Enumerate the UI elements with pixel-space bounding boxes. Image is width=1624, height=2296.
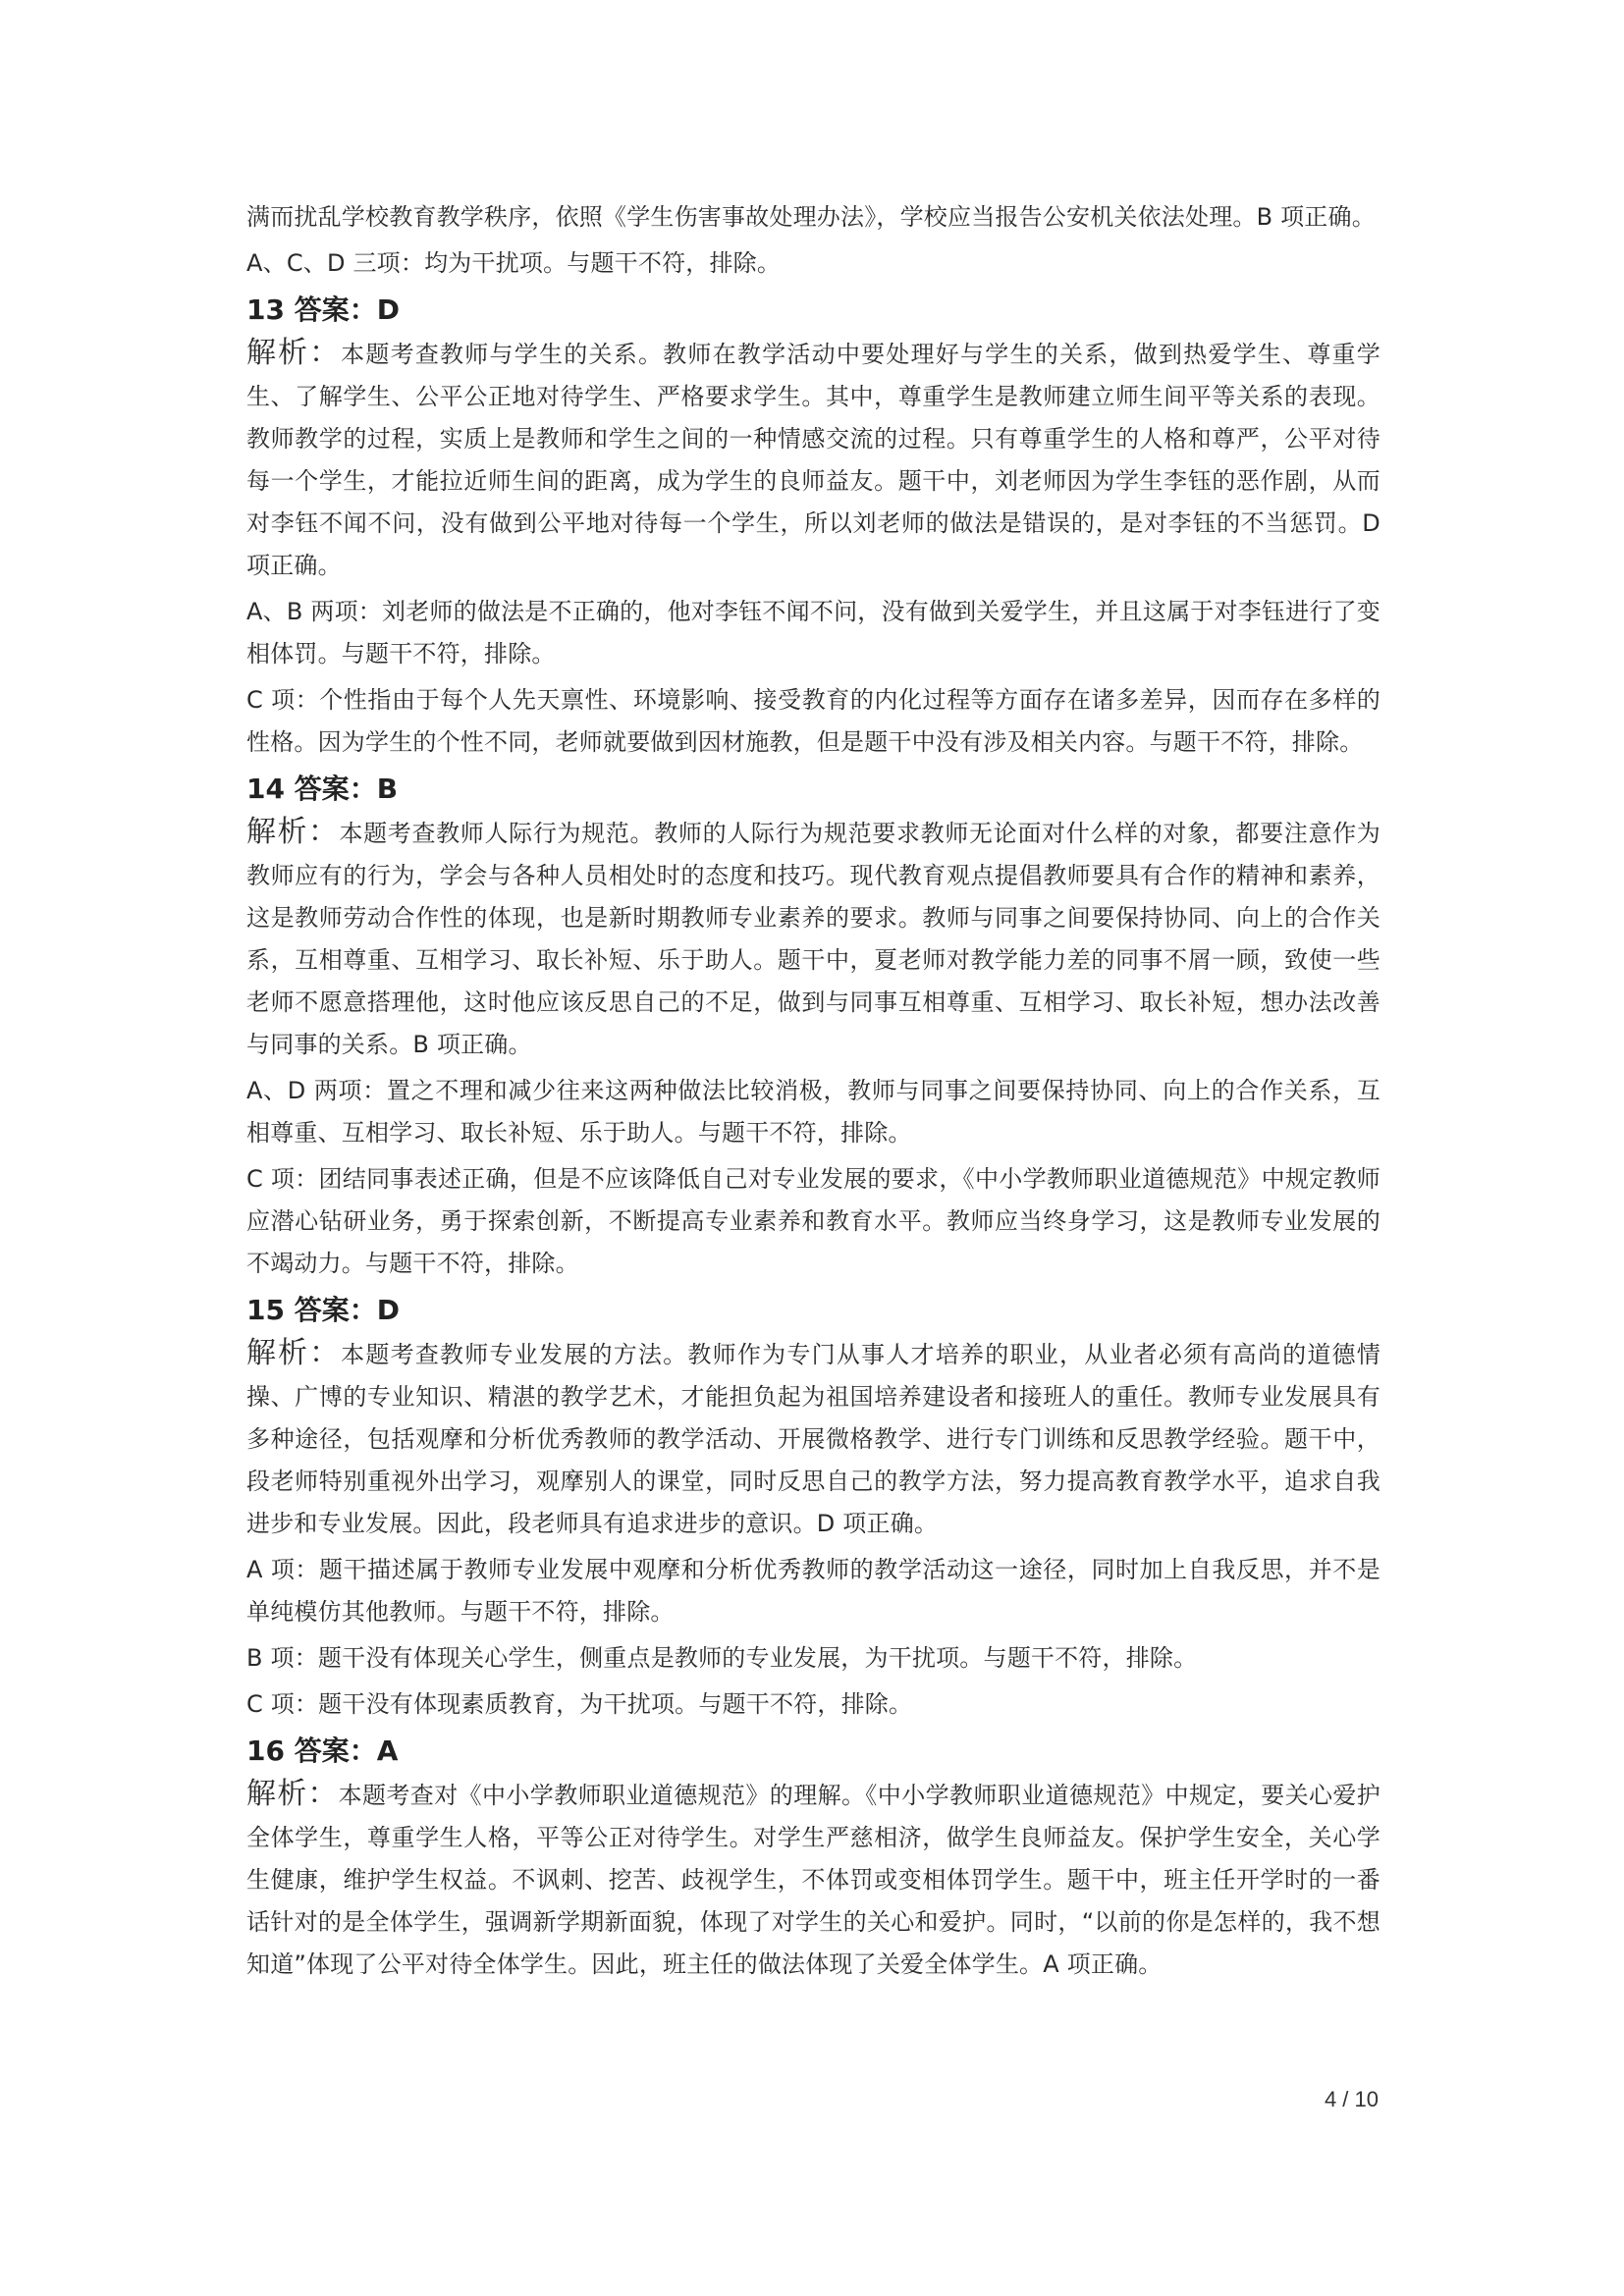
paragraph-14-c: C 项：团结同事表述正确，但是不应该降低自己对专业发展的要求，《中小学教师职业道德规范》中规定教师应潜心钻研业务，勇于探索创新，不断提高专业素养和教育水平。教师应当终身学习，这是教师专业发展的不竭动力。与题干不符，排除。 [246, 1165, 1380, 1277]
analysis-16-text: 本题考查对《中小学教师职业道德规范》的理解。《中小学教师职业道德规范》中规定，要关心爱护全体学生，尊重学生人格，平等公正对待学生。对学生严慈相济，做学生良师益友。保护学生安全，关心学生健康，维护学生权益。不讽刺、挖苦、歧视学生，不体罚或变相体罚学生。题干中，班主任开学时的一番话针对的是全体学生，强调新学期新面貌，体现了对学生的关心和爱护。同时，“以前的你是怎样的，我不想知道”体现了公平对待全体学生。因此，班主任的做法体现了关爱全体学生。A 项正确。 [246, 1782, 1381, 1978]
paragraph-15-b: B 项：题干没有体现关心学生，侧重点是教师的专业发展，为干扰项。与题干不符，排除。 [246, 1644, 1198, 1672]
analysis-label: 解析： [246, 815, 340, 849]
analysis-label: 解析： [246, 1336, 342, 1370]
analysis-label: 解析： [246, 336, 342, 370]
analysis-15-text: 本题考查教师专业发展的方法。教师作为专门从事人才培养的职业，从业者必须有高尚的道德情操、广博的专业知识、精湛的教学艺术，才能担负起为祖国培养建设者和接班人的重任。教师专业发展具有多种途径，包括观摩和分析优秀教师的教学活动、开展微格教学、进行专门训练和反思教学经验。题干中，段老师特别重视外出学习，观摩别人的课堂，同时反思自己的教学方法，努力提高教育教学水平，追求自我进步和专业发展。因此，段老师具有追求进步的意识。D 项正确。 [246, 1341, 1380, 1537]
paragraph-continued: 满而扰乱学校教育教学秩序，依照《学生伤害事故处理办法》，学校应当报告公安机关依法处理。B 项正确。 [246, 203, 1376, 231]
analysis-14-text: 本题考查教师人际行为规范。教师的人际行为规范要求教师无论面对什么样的对象，都要注意作为教师应有的行为，学会与各种人员相处时的态度和技巧。现代教育观点提倡教师要具有合作的精神和素养，这是教师劳动合作性的体现，也是新时期教师专业素养的要求。教师与同事之间要保持协同、向上的合作关系，互相尊重、互相学习、取长补短、乐于助人。题干中，夏老师对教学能力差的同事不屑一顾，致使一些老师不愿意搭理他，这时他应该反思自己的不足，做到与同事互相尊重、互相学习、取长补短，想办法改善与同事的关系。B 项正确。 [246, 820, 1380, 1058]
paragraph-15-c: C 项：题干没有体现素质教育，为干扰项。与题干不符，排除。 [246, 1690, 913, 1718]
analysis-13 [246, 332, 1380, 587]
paragraph-13-c: C 项：个性指由于每个人先天禀性、环境影响、接受教育的内化过程等方面存在诸多差异，因而存在多样的性格。因为学生的个性不同，老师就要做到因材施教，但是题干中没有涉及相关内容。与题干不符，排除。 [246, 686, 1380, 756]
page-number: 4 / 10 [1324, 2087, 1379, 2111]
analysis-label: 解析： [246, 1777, 339, 1811]
analysis-15 [246, 1332, 1380, 1545]
answer-13-heading: 13 答案：D [246, 294, 400, 326]
analysis-16 [246, 1773, 1380, 1986]
page-content [246, 196, 1380, 1990]
answer-15-heading: 15 答案：D [246, 1294, 400, 1326]
answer-14-heading: 14 答案：B [246, 773, 399, 805]
analysis-13-text: 本题考查教师与学生的关系。教师在教学活动中要处理好与学生的关系，做到热爱学生、尊重学生、了解学生、公平公正地对待学生、严格要求学生。其中，尊重学生是教师建立师生间平等关系的表现。教师教学的过程，实质上是教师和学生之间的一种情感交流的过程。只有尊重学生的人格和尊严，公平对待每一个学生，才能拉近师生间的距离，成为学生的良师益友。题干中，刘老师因为学生李钰的恶作剧，从而对李钰不闻不问，没有做到公平地对待每一个学生，所以刘老师的做法是错误的，是对李钰的不当惩罚。D 项正确。 [246, 341, 1380, 579]
paragraph-14-ad: A、D 两项：置之不理和减少往来这两种做法比较消极，教师与同事之间要保持协同、向上的合作关系，互相尊重、互相学习、取长补短、乐于助人。与题干不符，排除。 [246, 1077, 1380, 1147]
analysis-14 [246, 811, 1380, 1066]
paragraph-13-ab: A、B 两项：刘老师的做法是不正确的，他对李钰不闻不问，没有做到关爱学生，并且这属于对李钰进行了变相体罚。与题干不符，排除。 [246, 598, 1380, 667]
answer-16-heading: 16 答案：A [246, 1735, 399, 1767]
paragraph-option-acd: A、C、D 三项：均为干扰项。与题干不符，排除。 [246, 249, 782, 277]
paragraph-15-a: A 项：题干描述属于教师专业发展中观摩和分析优秀教师的教学活动这一途径，同时加上自我反思，并不是单纯模仿其他教师。与题干不符，排除。 [246, 1556, 1380, 1626]
